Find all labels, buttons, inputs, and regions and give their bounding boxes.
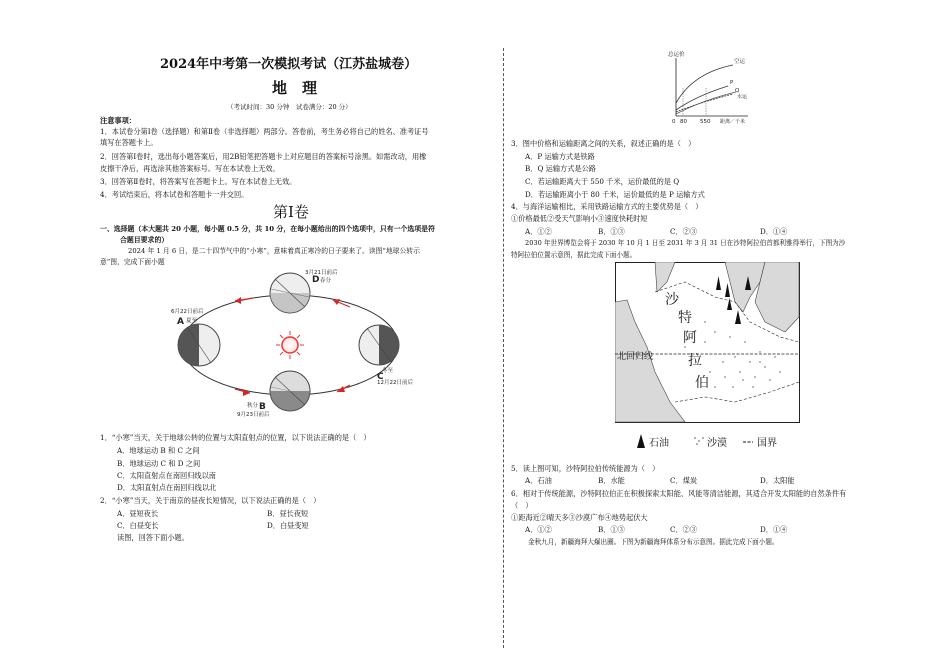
note-line: 1．本试卷分第Ⅰ卷（选择题）和第Ⅱ卷（非选择题）两部分。答卷前，考生务必将自己的姓名、准考证号 xyxy=(100,127,429,136)
country-char: 伯 xyxy=(695,375,709,391)
label-c-date: 12月22日前后 xyxy=(377,380,413,386)
section-instruction: 一、选择题（本大题共 20 小题，每小题 0.5 分，共 10 分，在每小题给出的四个选项中，只有一个选项是符 xyxy=(100,225,435,233)
intro-text: 2024 年 1 月 6 日，是二十四节气中的“小寒”，意味着真正寒冷的日子要来了。读图“地球公转示 xyxy=(128,247,420,255)
label-d-term: 春分 xyxy=(320,278,332,284)
exam-info: （考试时间：30 分钟 试卷满分：20 分） xyxy=(227,103,352,111)
q6-option-d: D．①④ xyxy=(760,525,788,534)
chart-xlabel: 距离／千米 xyxy=(720,119,746,125)
q6-items: ①距海近②晴天多③沙漠广布④地势起伏大 xyxy=(511,513,648,522)
xinjiang-passage: 金秋九月，新疆海拜大爆出圈。下图为新疆海拜体系分布示意图。据此完成下面小题。 xyxy=(528,538,779,546)
q3-option-a: A．P 运输方式是铁路 xyxy=(525,152,595,161)
q5-stem: 5．读上图可知，沙特阿拉伯传统能源为（ ） xyxy=(511,464,660,473)
read-prompt: 读图，回答下面小题。 xyxy=(117,533,189,542)
section-title: 第Ⅰ卷 xyxy=(273,203,309,221)
exam-title: 2024年中考第一次模拟考试（江苏盐城卷） xyxy=(160,57,418,72)
saudi-passage: 2030 年世界博览会将于 2030 年 10 月 1 日至 2031 年 3 月 31 日在沙特阿拉伯首都利雅得举行，下图为沙 xyxy=(525,239,846,247)
q1-option-c: C．太阳直射点在南回归线以南 xyxy=(117,471,216,480)
q2-option-d: D．白昼变短 xyxy=(267,521,309,530)
q5-option-d: D．太阳能 xyxy=(760,476,795,485)
label-d-letter: D xyxy=(312,275,320,285)
q4-option-a: A．①② xyxy=(525,227,552,236)
q3-option-d: D．若运输距离小于 80 千米，运价最低的是 P 运输方式 xyxy=(525,190,705,199)
series-p xyxy=(676,86,728,110)
q4-option-b: B．①③ xyxy=(598,227,625,236)
label-b-letter: B xyxy=(259,402,266,412)
q3-option-b: B．Q 运输方式是公路 xyxy=(525,164,596,173)
tick-label: 80 xyxy=(680,119,687,125)
series-label-air: 空运 xyxy=(734,59,746,65)
section-instruction: 合题目要求的） xyxy=(120,236,169,244)
legend-desert-icon xyxy=(694,437,704,445)
label-c-letter: C xyxy=(377,372,384,382)
note-line: 4．考试结束后，将本试卷和答题卡一并交回。 xyxy=(100,190,249,199)
chart-ylabel: 总运价 xyxy=(668,52,685,58)
transport-chart xyxy=(648,48,778,126)
note-line: 3．回答第Ⅱ卷时，将答案写在答题卡上。写在本试卷上无效。 xyxy=(100,177,297,186)
country-char: 阿 xyxy=(683,330,697,346)
series-air xyxy=(676,65,733,103)
label-a-date: 6月22日前后 xyxy=(171,309,204,315)
label-c-term: 冬至 xyxy=(382,368,394,374)
saudi-map xyxy=(615,262,800,452)
earth-d-icon xyxy=(270,273,310,313)
q6-option-c: C．②③ xyxy=(670,525,698,534)
q5-option-a: A．石油 xyxy=(525,476,552,485)
legend-desert: 沙漠 xyxy=(707,438,727,449)
q3-option-c: C．若运输距离大于 550 千米，运价最低的是 Q xyxy=(525,177,680,186)
legend-oil: 石油 xyxy=(649,438,669,449)
sun-icon xyxy=(276,331,304,359)
q1-option-b: B．地球运动 C 和 D 之间 xyxy=(117,459,201,468)
series-label-water: 水运 xyxy=(737,94,748,100)
q4-option-d: D．①④ xyxy=(760,227,788,236)
q6-option-b: B．①③ xyxy=(598,525,625,534)
legend-oil-icon xyxy=(637,434,645,448)
label-d-date: 3月21日前后 xyxy=(305,270,338,276)
q1-stem: 1．“小寒”当天，关于地球公转的位置与太阳直射点的位置，以下说法正确的是（ ） xyxy=(100,433,371,442)
series-q xyxy=(676,94,733,112)
series-label-p: P xyxy=(730,80,734,86)
q2-option-b: B．昼长夜短 xyxy=(267,509,309,518)
q2-stem: 2．“小寒”当天，关于南京的昼夜长短情况，以下说法正确的是（ ） xyxy=(100,496,321,505)
note-line: 填写在答题卡上。 xyxy=(100,138,158,147)
q3-stem: 3．图中价格和运输距离之间的关系，叙述正确的是（ ） xyxy=(511,139,696,148)
earth-c-icon xyxy=(359,325,399,365)
country-char: 特 xyxy=(678,310,692,326)
tropic-label: 北回归线 xyxy=(617,352,654,362)
column-divider xyxy=(503,48,504,648)
legend-border: 国界 xyxy=(757,438,777,449)
label-b-date: 9月23日前后 xyxy=(237,412,270,418)
tick-label: 0 xyxy=(672,119,676,125)
q1-option-d: D．太阳直射点在南回归线以北 xyxy=(117,483,217,492)
q6-stem: （ ） xyxy=(511,501,533,510)
q5-option-b: B．水能 xyxy=(598,476,625,485)
q1-option-a: A．地球运动 B 和 C 之间 xyxy=(117,446,200,455)
map-legend xyxy=(637,434,777,449)
note-line: 2．回答第Ⅰ卷时，选出每小题答案后，用2B铅笔把答题卡上对应题目的答案标号涂黑。如需改动，用橡 xyxy=(100,152,427,161)
country-char: 沙 xyxy=(665,292,679,308)
earth-b-icon xyxy=(270,371,310,411)
q4-stem: 4．与海洋运输相比，采用铁路运输方式的主要优势是（ ） xyxy=(511,202,703,211)
q6-stem: 6．相对于传统能源，沙特阿拉伯正在积极探索太阳能、风能等清洁能源，其适合开发太阳能的自然条件有 xyxy=(511,489,847,498)
earth-a-icon xyxy=(178,324,220,366)
q4-items: ①价格最低②受天气影响小③速度快耗时短 xyxy=(511,214,648,223)
country-char: 拉 xyxy=(688,353,702,369)
q2-option-a: A．昼短夜长 xyxy=(117,509,159,518)
orbit-diagram xyxy=(165,265,415,425)
q5-option-c: C．煤炭 xyxy=(670,476,698,485)
q4-option-c: C．②③ xyxy=(670,227,698,236)
note-line: 皮擦干净后，再选涂其他答案标号。写在本试卷上无效。 xyxy=(100,164,280,173)
series-label-q: Q xyxy=(735,88,740,94)
label-a-letter: A xyxy=(177,317,184,327)
tick-label: 550 xyxy=(700,119,711,125)
saudi-passage: 特阿拉伯位置示意图，据此完成下面小题。 xyxy=(511,251,637,259)
label-a-term: 夏至 xyxy=(186,318,198,324)
q6-option-a: A．①② xyxy=(525,525,552,534)
label-b-term: 秋分 xyxy=(247,403,259,409)
notes-heading: 注意事项： xyxy=(100,116,136,125)
intro-text: 意”图，完成下面小题 xyxy=(100,258,165,266)
q2-option-c: C．白昼变长 xyxy=(117,521,159,530)
subject-title: 地 理 xyxy=(272,79,318,97)
